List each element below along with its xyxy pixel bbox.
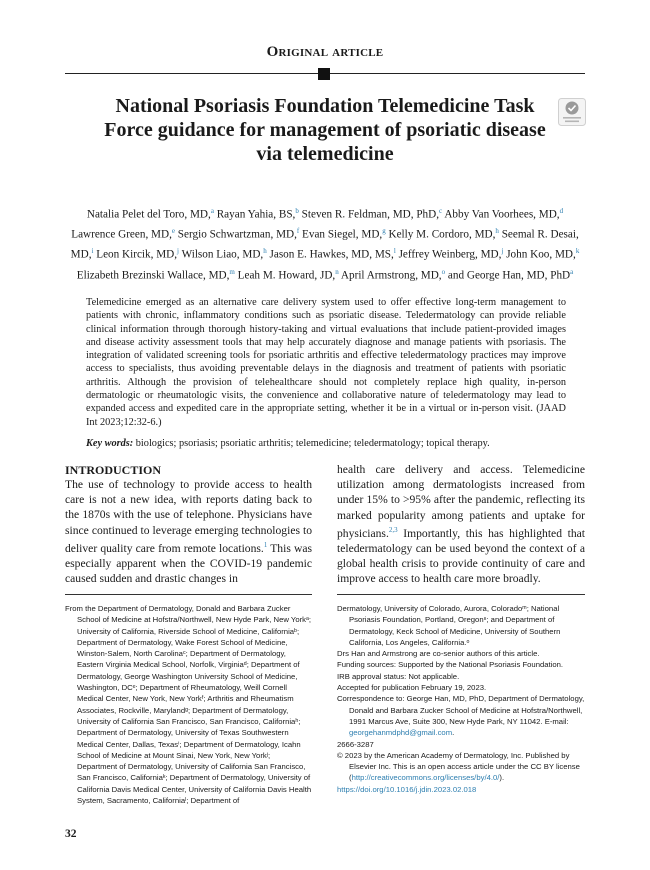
intro-text: The use of technology to provide access to health care is not a new idea, with reports dating back to the 1870s with the use of telephone. Physicians have since continued to leverage emerging technologies to deliver quality care from remote locations. [65, 478, 312, 555]
section-heading-introduction: INTRODUCTION [65, 463, 162, 477]
affiliation-marker[interactable]: i [91, 247, 94, 256]
affiliations-text-continued: Dermatology, University of Colorado, Aurora, Coloradoᵐ; National Psoriasis Foundation, Portland, Oregonⁿ; and Department of Dermatology, Keck School of Medicine, University of Southern California, Los Angeles, California.ᵒ [337, 604, 561, 647]
article-title: National Psoriasis Foundation Telemedicine Task Force guidance for management of psoriatic disease via telemedicine [104, 95, 546, 165]
author-name: Elizabeth Brezinski Wallace, MD, [76, 269, 230, 282]
intro-text: This was especially apparent when the COVID-19 pandemic caused sudden and drastic changes in [65, 541, 312, 586]
citation-link[interactable]: 2,3 [388, 525, 398, 534]
author-name: Steven R. Feldman, MD, PhD, [301, 208, 440, 221]
affiliation-marker[interactable]: g [382, 227, 386, 236]
punctuation: ). [499, 773, 505, 783]
author-name: Jeffrey Weinberg, MD, [398, 249, 502, 262]
affiliations-text: From the Department of Dermatology, Donald and Barbara Zucker School of Medicine at Hofstra/Northwell, New Hyde Park, New Yorkᵃ; University of California, Riverside School of Medicine, Californiaᵇ; Department of Dermatology, Wake Forest School of Medicine, Winston-Salem, North Carolinaᶜ; Department of Dermatology, Eastern Virginia Medical School, Norfolk, Virginiaᵈ; Department of Dermatology, George Washington University School of Medicine, Washington, DCᵉ; Department of Rheumatology, Weill Cornell Medical Center, New York, New Yorkᶠ; Arthritis and Rheumatism Associates, Rockville, Marylandᵍ; Department of Dermatology, University of California San Francisco, San Francisco, Californiaʰ; Department of Dermatology, University of Texas Southwestern Medical Center, Dallas, Texasⁱ; Department of Dermatology, Icahn School of Medicine at Mount Sinai, New York, New Yorkʲ; Department of Dermatology, University of California San Francisco, San Francisco, Californiaᵏ; Department of Dermatology, University of California Davis Medical Center, University of California Davis Health System, Sacramento, Californiaˡ; Department of [65, 604, 312, 806]
header-rule-square [318, 68, 330, 80]
correspondence-text: Correspondence to: George Han, MD, PhD, Department of Dermatology, Donald and Barbara Zucker School of Medicine at Hofstra/Northwell, 1991 Marcus Ave, Suite 300, New Hyde Park, NY 11042. E-mail: [337, 694, 585, 726]
author-name: April Armstrong, MD, [340, 269, 442, 282]
author-name: John Koo, MD, [506, 249, 576, 262]
crossmark-icon[interactable] [558, 98, 586, 126]
intro-column-left [65, 477, 312, 586]
footnote-rule [337, 594, 585, 595]
intro-column-right [337, 462, 585, 586]
author-name: Lawrence Green, MD, [71, 228, 172, 241]
affiliations-footnote [65, 603, 312, 806]
author-name: Rayan Yahia, BS, [216, 208, 296, 221]
funding-note: Funding sources: Supported by the National Psoriasis Foundation. [337, 660, 564, 670]
affiliation-marker[interactable]: n [335, 267, 339, 276]
abstract: Telemedicine emerged as an alternative care delivery system used to offer effective long-term management to patients with chronic, inflammatory conditions such as psoriatic disease. Teledermatology can provide reliable clinical information through thorough history-taking and virtual evaluations that include patient-provided images and disease activity assessment tools that may help accurately diagnose and manage patients with psoriasis. The integration of validated screening tools for psoriatic arthritis and effective teledermatology practices may improve access to specialists, thus avoiding preventable delays in the diagnosis and treatment of patients with psoriatic arthritis. Although the provision of telehealthcare should not completely replace high quality, in-person dermatologic or rheumatologic visits, the convenience and collaborative nature of teledermatology may lead to expanded access and expedited care in the appropriate setting, whether it be in a virtual or in-person visit. (JAAD Int 2023;12:32-6.) [86, 297, 566, 428]
article-notes [337, 603, 585, 795]
email-link[interactable]: georgehanmdphd@gmail.com [349, 728, 453, 738]
citation-link[interactable]: 1 [263, 540, 268, 549]
copyright-note [337, 750, 585, 784]
author-name: Seemal R. Desai, MD, [70, 228, 579, 262]
affiliation-marker[interactable]: d [559, 207, 564, 215]
irb-note: IRB approval status: Not applicable. [337, 671, 460, 681]
affiliation-marker[interactable]: c [439, 207, 443, 215]
author-name: Abby Van Voorhees, MD, [444, 208, 560, 221]
keywords [86, 437, 566, 450]
affiliation-marker[interactable]: l [393, 247, 396, 256]
issn: 2666-3287 [337, 739, 374, 749]
correspondence-note [337, 693, 585, 738]
affiliation-marker[interactable]: f [296, 227, 300, 236]
accepted-note: Accepted for publication February 19, 2023. [337, 683, 487, 693]
author-name: Sergio Schwartzman, MD, [177, 228, 297, 241]
author-name: and [447, 269, 465, 282]
affiliation-marker[interactable]: a [570, 267, 574, 276]
author-name: Evan Siegel, MD, [302, 228, 383, 241]
affiliation-marker[interactable]: b [295, 207, 299, 215]
affiliation-marker[interactable]: h [495, 227, 499, 236]
section-label: Original article [266, 44, 384, 60]
author-list [66, 203, 584, 284]
affiliation-marker[interactable]: k [575, 247, 580, 256]
author-name: Jason E. Hawkes, MD, MS, [269, 249, 394, 262]
affiliation-marker[interactable]: m [229, 267, 235, 276]
keywords-label: Key words: [86, 438, 134, 449]
footnote-rule [65, 594, 312, 595]
intro-text: health care delivery and access. Telemedicine utilization among dermatologists increased from under 15% to >95% after the pandemic, reflecting its marked popularity among patients and uptake for physicians. [337, 463, 585, 540]
intro-text: Importantly, this has highlighted that teledermatology can be used beyond the context of a global health crisis to provide continuity of care and improve access to health care more broadly. [337, 526, 585, 586]
license-link[interactable]: http://creativecommons.org/licenses/by/4.0/ [351, 773, 500, 783]
author-name: Kelly M. Cordoro, MD, [388, 228, 496, 241]
affiliation-marker[interactable]: j [177, 247, 179, 256]
affiliation-marker[interactable]: e [171, 227, 175, 236]
punctuation: . [452, 728, 455, 738]
author-name: George Han, MD, PhD [466, 269, 571, 282]
affiliation-marker[interactable]: j [501, 247, 504, 256]
co-authors-note: Drs Han and Armstrong are co-senior authors of this article. [337, 649, 540, 659]
author-name: Wilson Liao, MD, [181, 249, 264, 262]
page-number: 32 [65, 828, 77, 840]
affiliation-marker[interactable]: a [210, 207, 214, 215]
keywords-text: biologics; psoriasis; psoriatic arthritis; telemedicine; teledermatology; topical therapy. [135, 438, 490, 449]
affiliation-marker[interactable]: o [441, 267, 446, 276]
doi-link[interactable]: https://doi.org/10.1016/j.jdin.2023.02.018 [337, 784, 477, 794]
author-name: Leon Kircik, MD, [96, 249, 178, 262]
author-name: Natalia Pelet del Toro, MD, [86, 208, 211, 221]
author-name: Leah M. Howard, JD, [237, 269, 336, 282]
copyright-text: © 2023 by the American Academy of Dermatology, Inc. Published by Elsevier Inc. This is an open access article under the CC BY license ( [337, 750, 580, 783]
affiliation-marker[interactable]: h [263, 247, 267, 256]
